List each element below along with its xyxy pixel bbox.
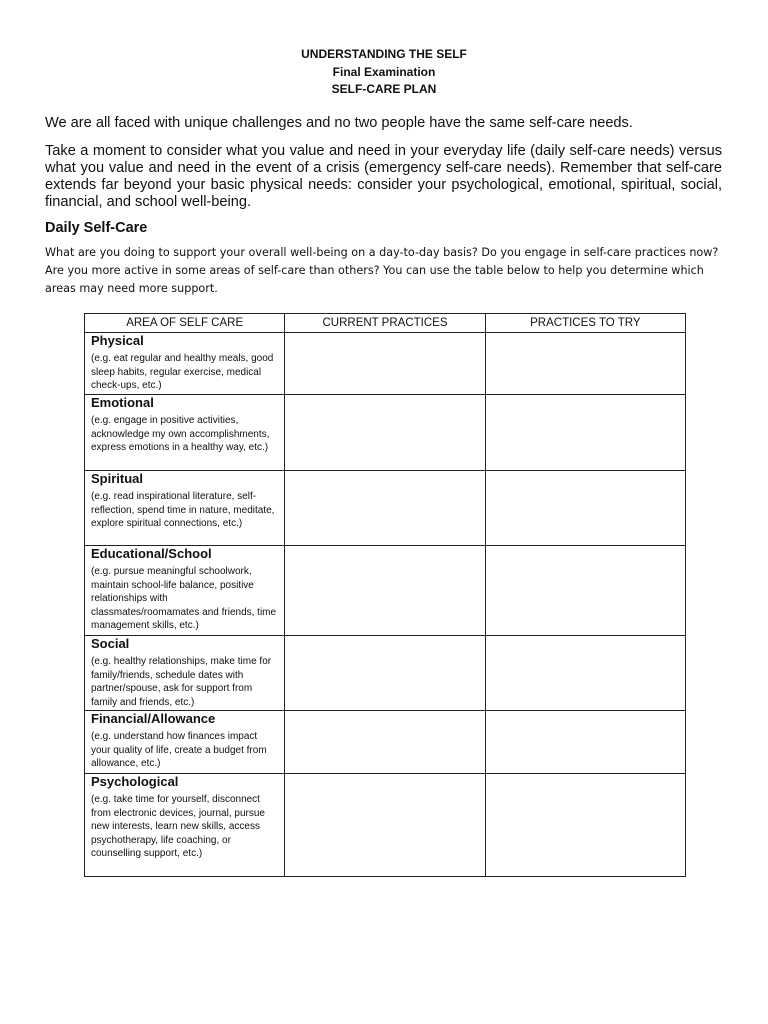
practices-to-try-cell[interactable] [485,395,685,471]
area-description: (e.g. engage in positive activities, acknowledge my own accomplishments, express emotions in a healthy way, etc.) [91,415,270,453]
current-practices-cell[interactable] [285,774,485,877]
area-description: (e.g. understand how finances impact your quality of life, create a budget from allowance, etc.) [91,731,267,769]
current-practices-cell[interactable] [285,333,485,395]
header-practices-to-try: PRACTICES TO TRY [485,314,685,333]
current-practices-cell[interactable] [285,636,485,711]
daily-self-care-question: What are you doing to support your overall well-being on a day-to-day basis? Do you engage in self-care practices now? Are you more active in some areas of self-care than others? You can use the table below to help you determine which areas may need more support. [45,246,719,295]
practices-to-try-cell[interactable] [485,774,685,877]
header-area: AREA OF SELF CARE [85,314,285,333]
area-name: Emotional [91,395,154,410]
table-row-educational [85,546,686,636]
table-row-physical [85,333,686,395]
practices-to-try-cell[interactable] [485,711,685,774]
area-description: (e.g. healthy relationships, make time for family/friends, schedule dates with partner/spouse, ask for support from family and friends, etc.) [91,656,272,708]
area-description: (e.g. pursue meaningful schoolwork, maintain school-life balance, positive relationships with classmates/roomamates and friends, time management skills, etc.) [91,566,277,631]
area-name: Physical [91,333,144,348]
area-cell [85,471,285,546]
intro-paragraph-2: Take a moment to consider what you value and need in your everyday life (daily self-care needs) versus what you value and need in the event of a crisis (emergency self-care needs). Remember that self-care extends far beyond your basic physical needs: consider your psychological, emotional, spiritual, social, financial, and school well-being. [45,143,722,210]
current-practices-cell[interactable] [285,395,485,471]
exam-title: Final Examination [332,65,436,79]
area-cell [85,711,285,774]
area-name: Spiritual [91,471,144,486]
table-row-psychological [85,774,686,877]
practices-to-try-cell[interactable] [485,471,685,546]
table-row-emotional [85,395,686,471]
practices-to-try-cell[interactable] [485,333,685,395]
self-care-table [84,313,686,877]
area-cell [85,636,285,711]
area-name: Financial/Allowance [91,711,216,726]
area-description: (e.g. read inspirational literature, self-reflection, spend time in nature, meditate, explore spiritual connections, etc.) [91,491,275,529]
current-practices-cell[interactable] [285,546,485,636]
intro-paragraph-1: We are all faced with unique challenges and no two people have the same self-care needs. [45,115,633,131]
area-cell [85,774,285,877]
table-row-spiritual [85,471,686,546]
practices-to-try-cell[interactable] [485,546,685,636]
daily-self-care-heading: Daily Self-Care [45,220,148,236]
table-row-financial [85,711,686,774]
area-description: (e.g. eat regular and healthy meals, good sleep habits, regular exercise, medical check-ups, etc.) [91,353,274,391]
area-cell [85,333,285,395]
table-row-social [85,636,686,711]
area-name: Social [91,636,130,651]
current-practices-cell[interactable] [285,711,485,774]
course-title: UNDERSTANDING THE SELF [301,47,467,61]
area-name: Psychological [91,774,179,789]
area-cell [85,395,285,471]
area-cell [85,546,285,636]
practices-to-try-cell[interactable] [485,636,685,711]
current-practices-cell[interactable] [285,471,485,546]
header-current-practices: CURRENT PRACTICES [285,314,485,333]
table-header-row [85,314,686,333]
plan-title: SELF-CARE PLAN [331,82,437,96]
area-description: (e.g. take time for yourself, disconnect from electronic devices, journal, pursue new interests, learn new skills, access psychotherapy, life coaching, or counselling support, etc.) [91,794,265,859]
area-name: Educational/School [91,546,212,561]
